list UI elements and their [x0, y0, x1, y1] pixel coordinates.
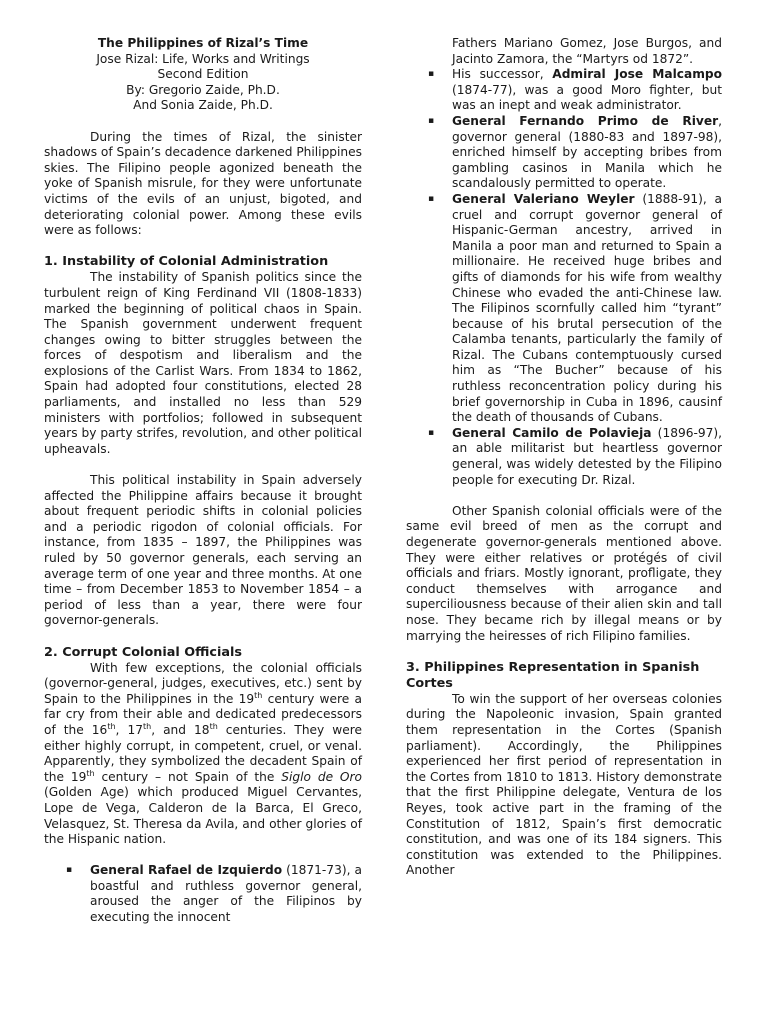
- right-column: [406, 36, 722, 879]
- section-3-paragraph: To win the support of her overseas colonies during the Napoleonic invasion, Spain granted them representation in the Cortes (Spanish parliament). Accordingly, the Philippines experienced her first period of representation in the Cortes from 1810 to 1813. History demonstrate that the first Philippine delegate, Ventura de los Reyes, took active part in the framing of the Constitution of 1812, Spain’s first democratic constitution, and was one of its 184 signers. This constitution was extended to the Philippines. Another: [406, 691, 722, 878]
- bullet-icon: ▪: [66, 865, 73, 876]
- officials-list: [44, 863, 362, 925]
- bullet-icon: ▪: [428, 69, 435, 80]
- section-2-heading: 2. Corrupt Colonial Officials: [44, 644, 242, 660]
- bullet-icon: ▪: [428, 427, 435, 438]
- bullet-icon: ▪: [428, 115, 435, 126]
- intro-paragraph: During the times of Rizal, the sinister shadows of Spain’s decadence darkened Philippines skies. The Filipino people agonized beneath the yoke of Spanish misrule, for they were unfortunate victims of the evils of an unjust, bigoted, and deteriorating colonial power. Among these evils were as follows:: [44, 129, 362, 238]
- section-1-paragraph-1: The instability of Spanish politics since the turbulent reign of King Ferdinand VII (1808-1833) marked the beginning of political chaos in Spain. The Spanish government underwent frequent changes owing to bitter struggles between the forces of despotism and liberalism and the explosions of the Carlist Wars. From 1834 to 1862, Spain had adopted four constitutions, elected 28 parliaments, and installed no less than 529 ministers with portfolios; followed in subsequent years by party strifes, revolution, and other political upheavals.: [44, 270, 362, 456]
- list-item: ▪ General Valeriano Weyler (1888-91), a cruel and corrupt governor general of Hispanic-German ancestry, arrived in Manila a poor man and returned to Spain a millionaire. He received huge bribes and gifts of diamonds for his wife from wealthy Chinese who evaded the anti-Chinese law. The Filipinos scornfully called him “tyrant” because of his brutal persecution of the Calamba tenants, particularly the family of Rizal. The Cubans contemptuously cursed him as “The Bucher” because of his ruthless reconcentration policy during his brief governorship in Cuba in 1896, causinf the death of thousands of Cubans.: [428, 191, 722, 425]
- list-item: ▪ General Fernando Primo de River, governor general (1880-83 and 1897-98), enriched himself by accepting bribes from gambling casinos in Manila which he scandalously permitted to operate.: [428, 113, 722, 191]
- section-2-paragraph: With few exceptions, the colonial officials (governor-general, judges, executives, etc.) sent by Spain to the Philippines in the 19th century were a far cry from their able and dedicated predecessors of the 16th, 17th, and 18th centuries. They were either highly corrupt, in competent, cruel, or venal. Apparently, they symbolized the decadent Spain of the 19th century – not Spain of the Siglo de Oro (Golden Age) which produced Miguel Cervantes, Lope de Vega, Calderon de la Barca, El Greco, Velasquez, St. Theresa da Avila, and other glories of the Hispanic nation.: [44, 660, 362, 847]
- list-item: ▪ General Camilo de Polavieja (1896-97), an able militarist but heartless governor general, was widely detested by the Filipino people for executing Dr. Rizal.: [428, 425, 722, 487]
- bullet-icon: ▪: [428, 193, 435, 204]
- other-officials-paragraph: Other Spanish colonial officials were of the same evil breed of men as the corrupt and degenerate governor-generals mentioned above. They were either relatives or protégés of civil officials and friars. Mostly ignorant, profligate, they conduct themselves with arrogance and superciliousness because of their alien skin and tall nose. They became rich by illegal means or by marrying the heiresses of rich Filipino families.: [406, 503, 722, 643]
- book-title: Jose Rizal: Life, Works and Writings: [96, 51, 310, 66]
- author-1: By: Gregorio Zaide, Ph.D.: [126, 82, 280, 97]
- list-item: ▪ His successor, Admiral Jose Malcampo (1874-77), was a good Moro fighter, but was an inept and weak administrator.: [428, 67, 722, 113]
- list-item-continuation: Fathers Mariano Gomez, Jose Burgos, and Jacinto Zamora, the “Martyrs od 1872”.: [452, 36, 722, 66]
- section-3-heading: 3. Philippines Representation in Spanish Cortes: [406, 659, 700, 691]
- edition: Second Edition: [157, 67, 249, 82]
- document-header: [44, 36, 362, 114]
- officials-list-continued: [406, 67, 722, 488]
- author-2: And Sonia Zaide, Ph.D.: [133, 98, 273, 113]
- left-column: [44, 36, 362, 926]
- document-title: The Philippines of Rizal’s Time: [97, 36, 309, 50]
- section-1-heading: 1. Instability of Colonial Administration: [44, 254, 329, 270]
- list-item: ▪ General Rafael de Izquierdo (1871-73), a boastful and ruthless governor general, aroused the anger of the Filipinos by executing the innocent: [66, 863, 362, 925]
- section-1-paragraph-2: This political instability in Spain adversely affected the Philippine affairs because it brought about frequent periodic shifts in colonial policies and a periodic rigodon of colonial officials. For instance, from 1835 – 1897, the Philippines was ruled by 50 governor generals, each serving an average term of one year and three months. At one time – from December 1853 to November 1854 – a period of less than a year, there were four governor-generals.: [44, 473, 362, 628]
